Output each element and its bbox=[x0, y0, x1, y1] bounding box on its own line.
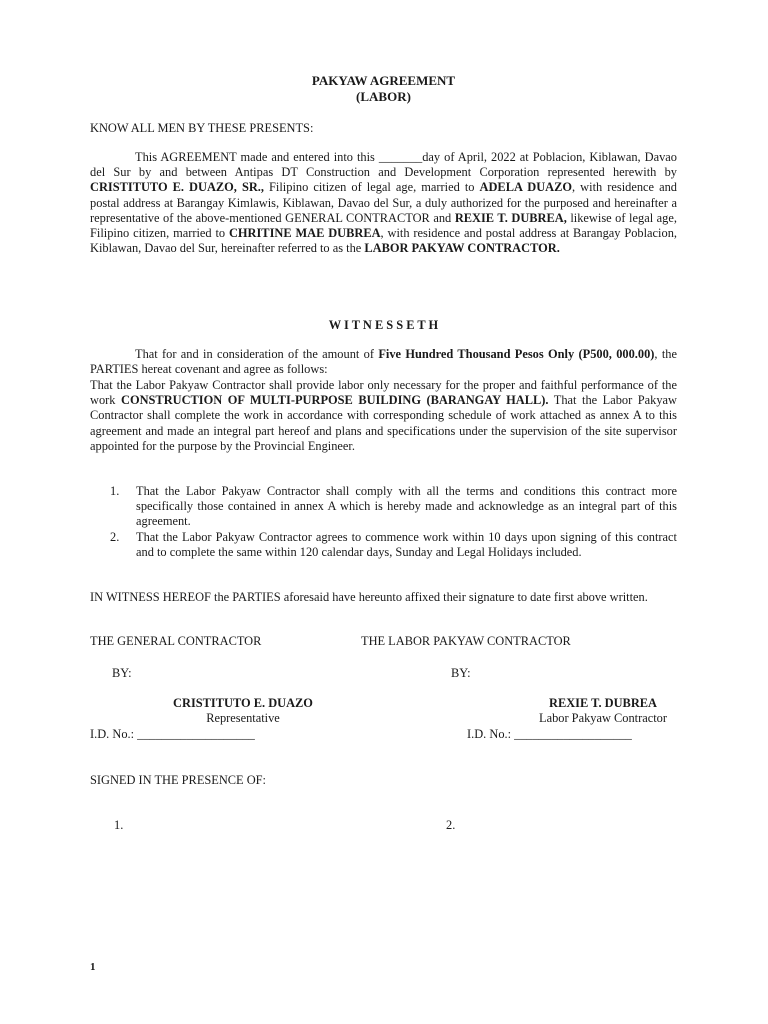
consideration-paragraph: That for and in consideration of the amount of Five Hundred Thousand Pesos Only (P500, 000.00), the PARTIES hereat covenant and agree as follows: bbox=[90, 347, 677, 377]
document-subtitle: (LABOR) bbox=[356, 89, 411, 104]
document-title: PAKYAW AGREEMENT bbox=[311, 73, 456, 88]
left-id-number: I.D. No.: ___________________ bbox=[90, 727, 255, 741]
list-item: 2. That the Labor Pakyaw Contractor agrees to commence work within 10 days upon signing of this contract and to complete the same within 120 calendar days, Sunday and Legal Holidays included. bbox=[110, 529, 677, 559]
document-page bbox=[90, 0, 677, 1024]
labor-contractor-heading: THE LABOR PAKYAW CONTRACTOR bbox=[361, 634, 571, 648]
right-id-number: I.D. No.: ___________________ bbox=[467, 727, 632, 741]
witness-clause: IN WITNESS HEREOF the PARTIES aforesaid have hereunto affixed their signature to date first above written. bbox=[90, 590, 648, 604]
left-signatory-name: CRISTITUTO E. DUAZO bbox=[173, 696, 313, 710]
opening-paragraph: This AGREEMENT made and entered into this _______day of April, 2022 at Poblacion, Kiblawan, Davao del Sur by and between Antipas DT Construction and Development Corporation represented herewith by CRISTITUTO E. DUAZO, SR., Filipino citizen of legal age, married to ADELA DUAZO, with residence and postal address at Barangay Kimlawis, Kiblawan, Davao del Sur, a duly authorized for the purposed and hereinafter a representative of the above-mentioned GENERAL CONTRACTOR and REXIE T. DUBREA, likewise of legal age, Filipino citizen, married to CHRITINE MAE DUBREA, with residence and postal address at Barangay Poblacion, Kiblawan, Davao del Sur, hereinafter referred to as the LABOR PAKYAW CONTRACTOR. bbox=[90, 150, 677, 256]
general-contractor-heading: THE GENERAL CONTRACTOR bbox=[90, 634, 262, 648]
presence-heading: SIGNED IN THE PRESENCE OF: bbox=[90, 773, 267, 787]
page-number: 1 bbox=[90, 961, 96, 973]
witness-2-line: 2. bbox=[446, 818, 456, 832]
witness-1-line: 1. bbox=[114, 818, 124, 832]
right-signatory-role: Labor Pakyaw Contractor bbox=[539, 711, 667, 725]
right-signatory-name: REXIE T. DUBREA bbox=[549, 696, 657, 710]
left-signatory-role: Representative bbox=[206, 711, 280, 725]
left-by-label: BY: bbox=[112, 666, 132, 680]
right-by-label: BY: bbox=[451, 666, 471, 680]
salutation: KNOW ALL MEN BY THESE PRESENTS: bbox=[90, 121, 314, 135]
scope-paragraph: That the Labor Pakyaw Contractor shall provide labor only necessary for the proper and faithful performance of the work CONSTRUCTION OF MULTI-PURPOSE BUILDING (BARANGAY HALL). That the Labor Pakyaw Contractor shall complete the work in accordance with corresponding schedule of work attached as annex A to this agreement and made an integral part hereof and plans and specifications under the supervision of the site supervisor appointed for the purpose by the Provincial Engineer. bbox=[90, 378, 677, 453]
terms-list bbox=[110, 484, 677, 560]
list-item: 1. That the Labor Pakyaw Contractor shall comply with all the terms and conditions this contract more specifically those contained in annex A which is hereby made and acknowledge as an integral part of this agreement. bbox=[110, 484, 677, 529]
witnesseth-heading: W I T N E S S E T H bbox=[328, 318, 439, 332]
